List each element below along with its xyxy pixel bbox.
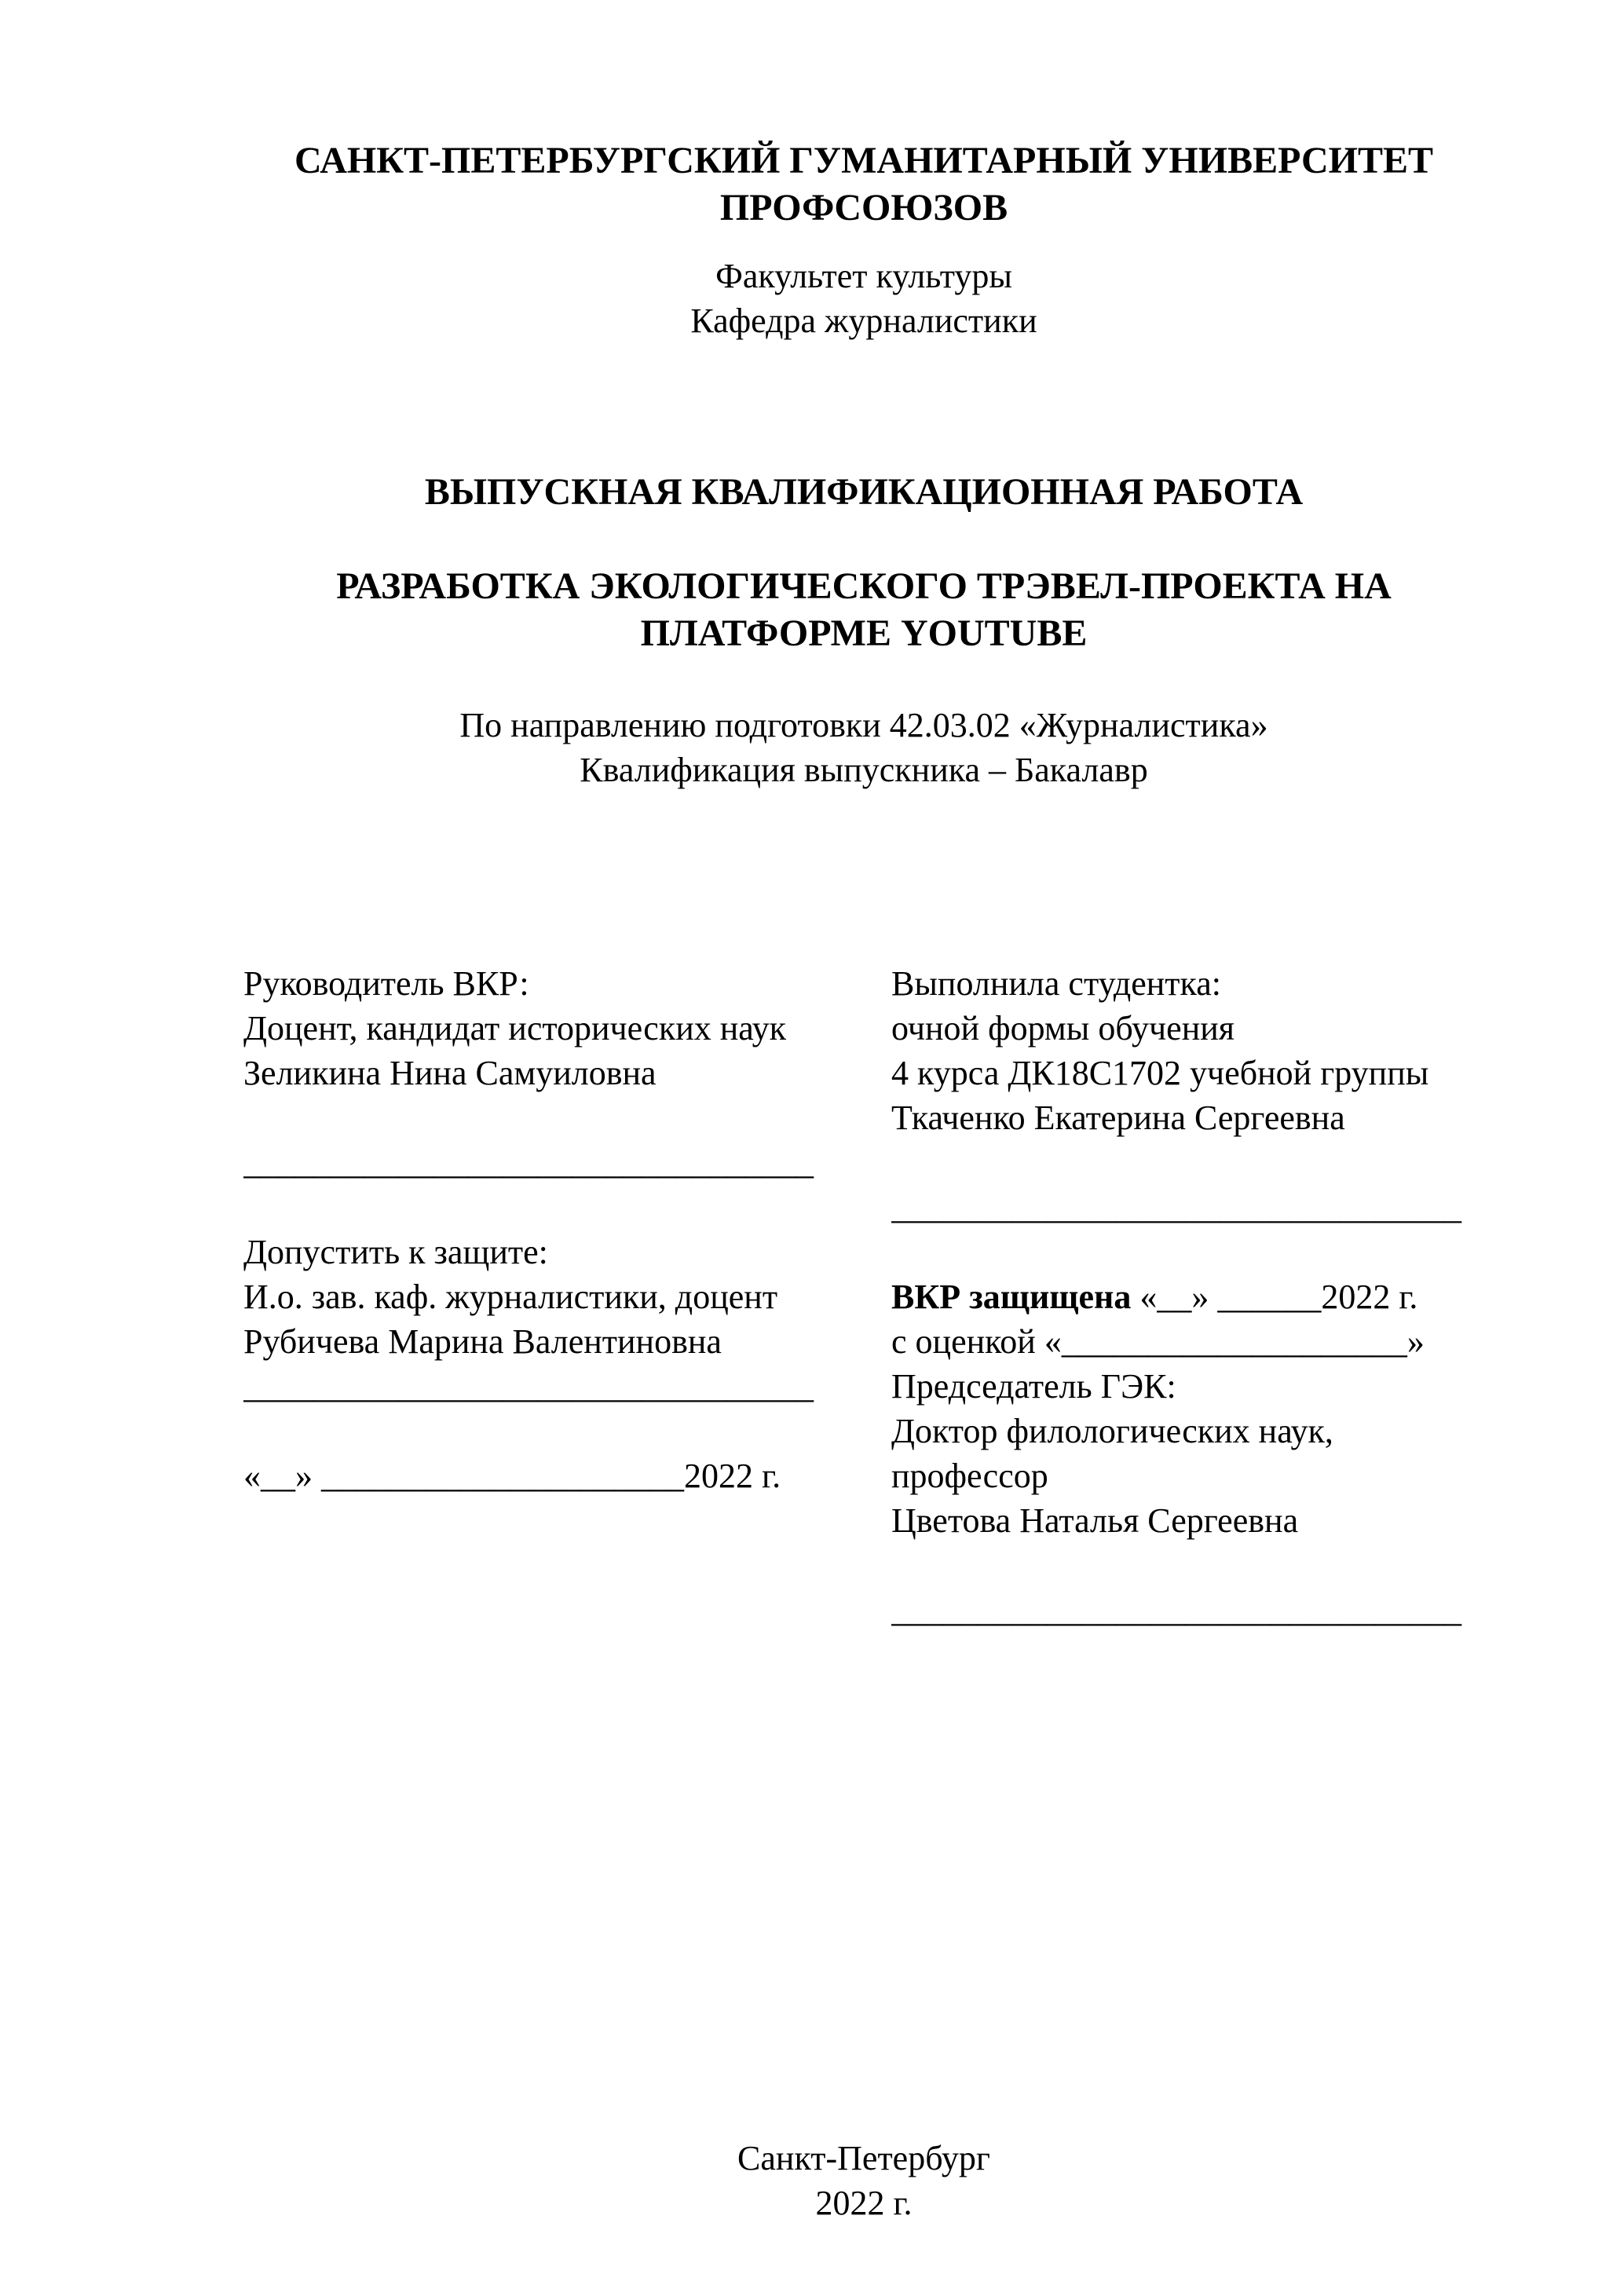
supervisor-signature-line: _________________________________	[243, 1143, 814, 1182]
admission-label: Допустить к защите:	[243, 1233, 548, 1271]
defended-line	[891, 1274, 1512, 1319]
footer-city: Санкт-Петербург	[737, 2139, 990, 2177]
faculty-name: Факультет культуры	[715, 257, 1012, 295]
spacer	[891, 1230, 1512, 1274]
program-line: По направлению подготовки 42.03.02 «Журналистика»	[459, 706, 1268, 744]
signatures-section	[243, 961, 1484, 1632]
student-study-form: очной формы обучения	[891, 1009, 1235, 1047]
chair-name: Цветова Наталья Сергеевна	[891, 1501, 1299, 1540]
right-column	[891, 961, 1512, 1632]
student-signature-line: _________________________________	[891, 1188, 1461, 1227]
chair-label: Председатель ГЭК:	[891, 1367, 1176, 1406]
spacer	[891, 1140, 1512, 1185]
chair-signature-line: _________________________________	[891, 1591, 1461, 1629]
department-name: Кафедра журналистики	[690, 302, 1037, 340]
grade-line: с оценкой «____________________»	[891, 1322, 1425, 1361]
supervisor-position: Доцент, кандидат исторических наук	[243, 1009, 786, 1047]
footer-year: 2022 г.	[815, 2184, 913, 2222]
spacer	[243, 1095, 852, 1140]
spacer	[243, 1409, 852, 1453]
chair-position-line1: Доктор филологических наук,	[891, 1412, 1333, 1450]
qualification-line: Квалификация выпускника – Бакалавр	[580, 751, 1148, 789]
defended-line-bold: ВКР защищена	[891, 1278, 1132, 1316]
supervisor-name: Зеликина Нина Самуиловна	[243, 1054, 657, 1092]
thesis-title: РАЗРАБОТКА ЭКОЛОГИЧЕСКОГО ТРЭВЕЛ-ПРОЕКТА НА ПЛАТФОРМЕ YOUTUBE	[336, 565, 1392, 654]
work-type-heading: ВЫПУСКНАЯ КВАЛИФИКАЦИОННАЯ РАБОТА	[424, 471, 1304, 513]
student-name: Ткаченко Екатерина Сергеевна	[891, 1099, 1345, 1137]
spacer	[891, 1543, 1512, 1588]
defended-line-rest: «__» ______2022 г.	[1131, 1278, 1418, 1316]
left-column	[243, 961, 852, 1498]
admission-name: Рубичева Марина Валентиновна	[243, 1322, 722, 1361]
student-group: 4 курса ДК18С1702 учебной группы	[891, 1054, 1429, 1092]
supervisor-label: Руководитель ВКР:	[243, 964, 529, 1003]
student-label: Выполнила студентка:	[891, 964, 1221, 1003]
university-name: САНКТ-ПЕТЕРБУРГСКИЙ ГУМАНИТАРНЫЙ УНИВЕРСИТЕТ ПРОФСОЮЗОВ	[294, 140, 1434, 229]
chair-position-line2: профессор	[891, 1457, 1048, 1495]
footer	[243, 2136, 1484, 2225]
admission-position: И.о. зав. каф. журналистики, доцент	[243, 1278, 778, 1316]
admission-signature-line: _________________________________	[243, 1367, 814, 1406]
spacer	[243, 1185, 852, 1230]
admission-date-line: «__» _____________________2022 г.	[243, 1457, 781, 1495]
